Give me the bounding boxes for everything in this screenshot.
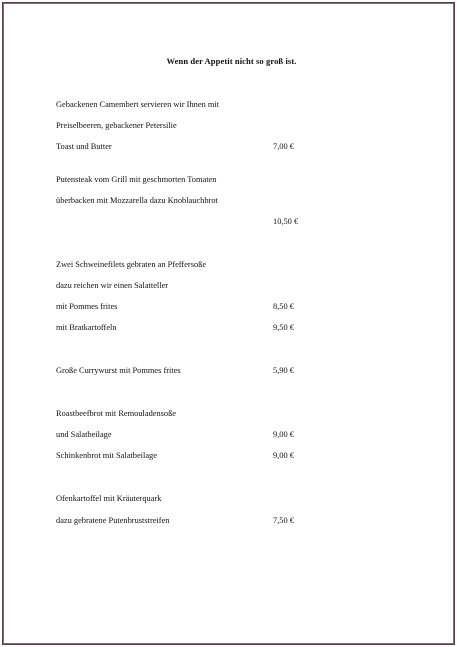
menu-item-text: überbacken mit Mozzarella dazu Knoblauchbrot (56, 196, 218, 205)
menu-item-text: Große Currywurst mit Pommes frites (56, 366, 181, 375)
menu-item-price: 9,00 € (273, 451, 294, 460)
menu-item-text: Toast und Butter (56, 142, 112, 151)
menu-item-price: 8,50 € (273, 302, 294, 311)
menu-item-price: 7,00 € (273, 142, 294, 151)
menu-item-text: Zwei Schweinefilets gebraten an Pfeffersoße (56, 260, 207, 269)
menu-item-text: und Salatbeilage (56, 430, 112, 439)
menu-item-price: 9,00 € (273, 430, 294, 439)
page-title: Wenn der Appetit nicht so groß ist. (166, 56, 297, 66)
menu-item-price: 7,50 € (273, 516, 294, 525)
menu-item-text: Gebackenen Camembert servieren wir Ihnen mit (56, 100, 220, 109)
menu-item-text: Schinkenbrot mit Salatbeilage (56, 451, 157, 460)
menu-item-price: 9,50 € (273, 323, 294, 332)
menu-item-text: Roastbeefbrot mit Remouladensoße (56, 409, 177, 418)
menu-item-price: 5,90 € (273, 366, 294, 375)
menu-item-price: 10,50 € (273, 217, 299, 226)
menu-item-text: dazu reichen wir einen Salatteller (56, 281, 169, 290)
menu-item-text: Preiselbeeren, gebackener Petersilie (56, 121, 177, 130)
menu-item-text: Putensteak vom Grill mit geschmorten Tomaten (56, 175, 217, 184)
document-page (2, 2, 455, 645)
menu-item-text: Ofenkartoffel mit Kräuterquark (56, 494, 162, 503)
menu-item-text: mit Pommes frites (56, 302, 118, 311)
menu-item-text: dazu gebratene Putenbruststreifen (56, 516, 170, 525)
menu-item-text: mit Bratkartoffeln (56, 323, 117, 332)
